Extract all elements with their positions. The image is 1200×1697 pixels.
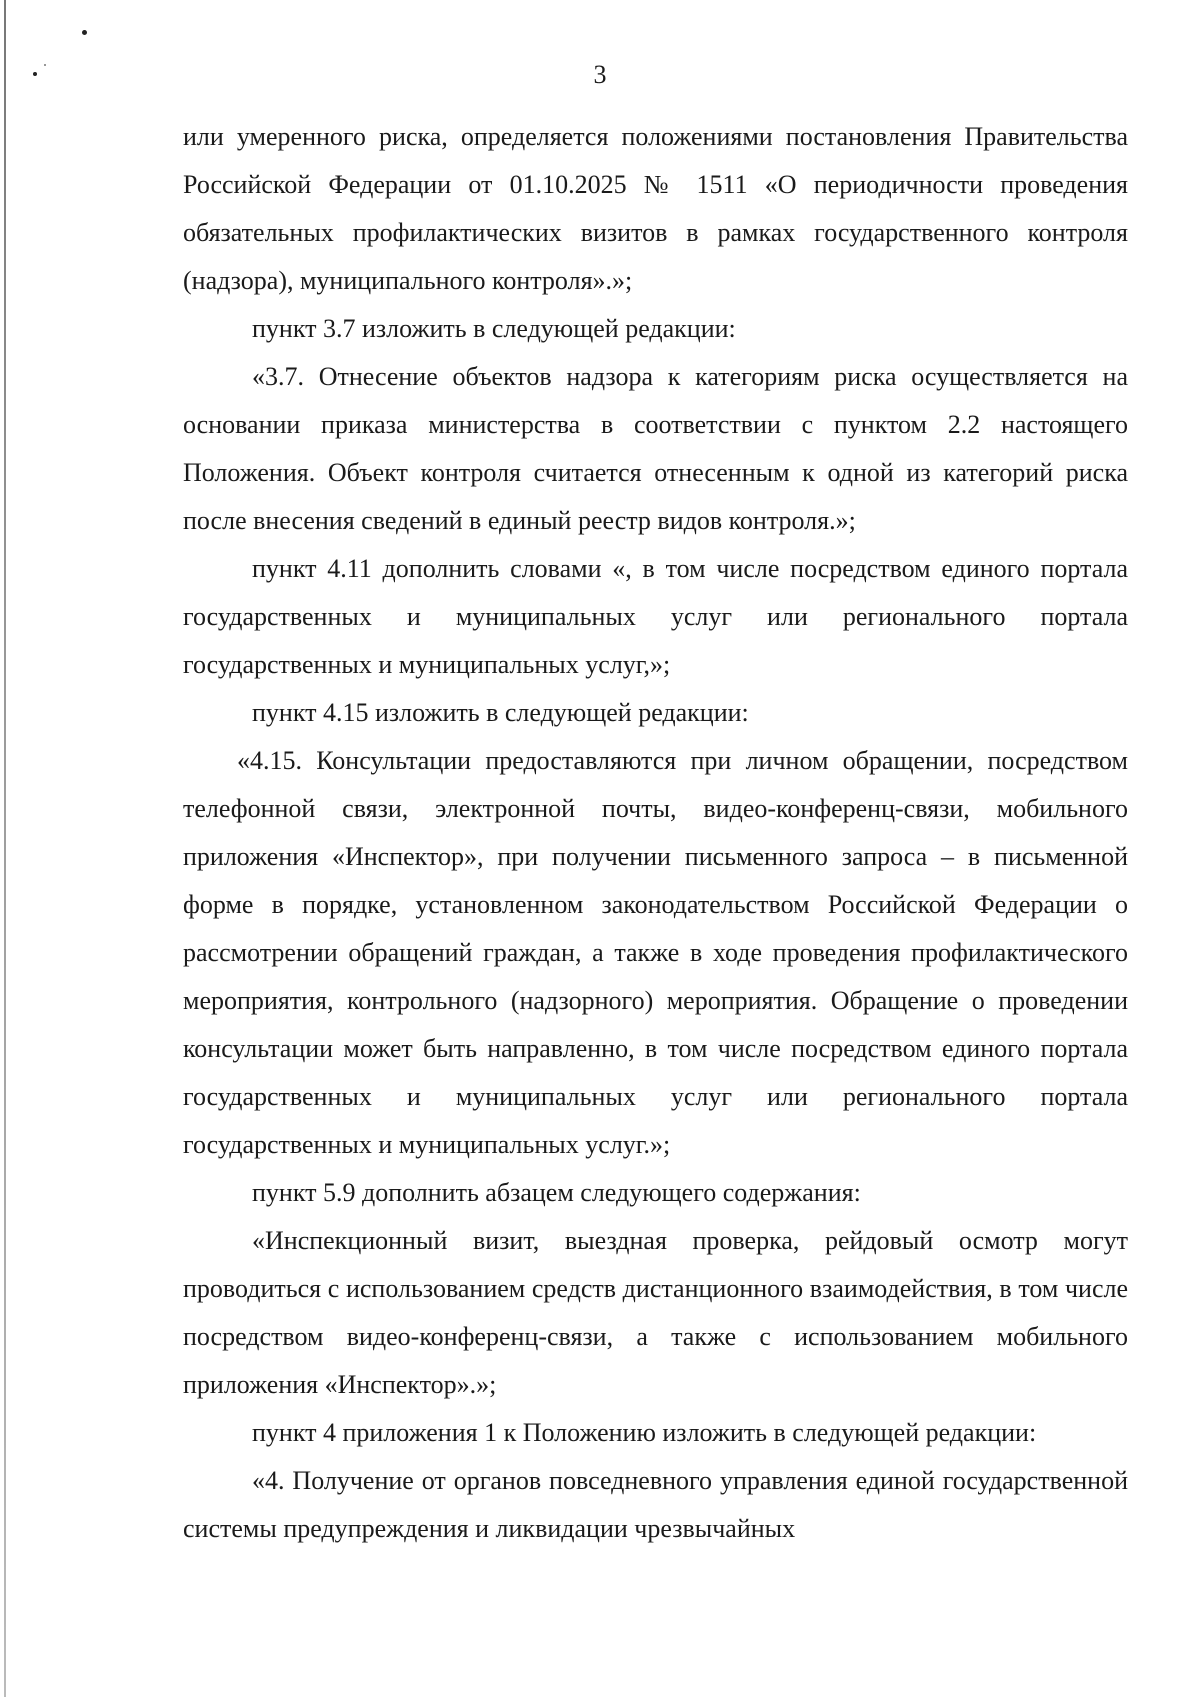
document-body [183, 113, 1128, 1553]
paragraph: пункт 5.9 дополнить абзацем следующего содержания: [252, 1178, 861, 1207]
scan-edge-line [4, 0, 6, 1697]
paragraph: пункт 3.7 изложить в следующей редакции: [252, 314, 736, 343]
scan-speck [82, 30, 87, 35]
paragraph: «4.15. Консультации предоставляются при личном обращении, посредством телефонной связи, электронной почты, видео-конференц-связи, мобильного приложения «Инспектор», при получении письменного запроса – в письменной форме в порядке, установленном законодательством Российской Федерации о рассмотрении обращений граждан, а также в ходе проведения профилактического мероприятия, контрольного (надзорного) мероприятия. Обращение о проведении консультации может быть направленно, в том числе посредством единого портала государственных и муниципальных услуг или регионального портала государственных и муниципальных услуг.»; [183, 746, 1128, 1159]
paragraph: «Инспекционный визит, выездная проверка, рейдовый осмотр могут проводиться с использованием средств дистанционного взаимодействия, в том числе посредством видео-конференц-связи, а также с использованием мобильного приложения «Инспектор».»; [183, 1226, 1128, 1399]
paragraph: пункт 4.15 изложить в следующей редакции: [252, 698, 749, 727]
page-number: 3 [593, 60, 607, 89]
paragraph: «3.7. Отнесение объектов надзора к категориям риска осуществляется на основании приказа министерства в соответствии с пунктом 2.2 настоящего Положения. Объект контроля считается отнесенным к одной из категорий риска после внесения сведений в единый реестр видов контроля.»; [183, 362, 1128, 535]
paragraph: пункт 4 приложения 1 к Положению изложить в следующей редакции: [252, 1418, 1037, 1447]
paragraph: «4. Получение от органов повседневного управления единой государственной системы предупреждения и ликвидации чрезвычайных [183, 1466, 1128, 1543]
paragraph: пункт 4.11 дополнить словами «, в том числе посредством единого портала государственных и муниципальных услуг или регионального портала государственных и муниципальных услуг,»; [183, 554, 1128, 679]
paragraph: или умеренного риска, определяется положениями постановления Правительства Российской Федерации от 01.10.2025 № 1511 «О периодичности проведения обязательных профилактических визитов в рамках государственного контроля (надзора), муниципального контроля».»; [183, 122, 1128, 295]
